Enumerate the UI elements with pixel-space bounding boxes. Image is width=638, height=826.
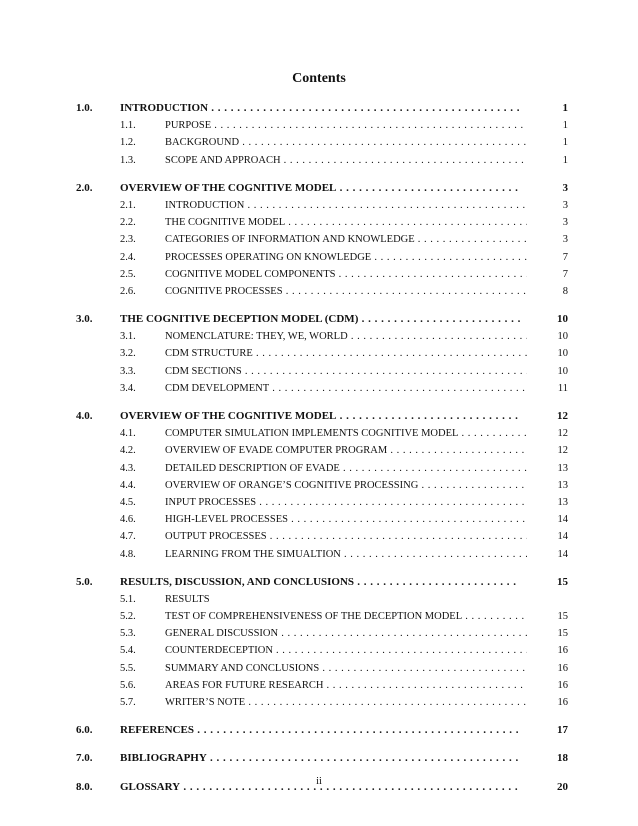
entry-title: WRITER’S NOTE . . . xyxy=(165,694,527,711)
entry-number: 2.1. xyxy=(120,199,136,211)
entry-page: 16 xyxy=(557,662,568,674)
entry-title: PURPOSE . . . xyxy=(165,117,527,134)
entry-title: COMPUTER SIMULATION IMPLEMENTS COGNITIVE MODEL . . . xyxy=(165,425,527,442)
entry-page: 12 xyxy=(557,410,568,422)
entry-number: 2.2. xyxy=(120,217,136,229)
entry-title: SCOPE AND APPROACH . . . xyxy=(165,152,527,169)
entry-title: DETAILED DESCRIPTION OF EVADE . . . xyxy=(165,460,527,477)
toc-subsection-entry[interactable] xyxy=(0,460,638,477)
entry-number: 1.0. xyxy=(76,102,93,114)
entry-title: GENERAL DISCUSSION . . . xyxy=(165,625,527,642)
entry-page: 3 xyxy=(562,181,568,194)
entry-page: 1 xyxy=(562,102,568,114)
entry-number: 5.0. xyxy=(76,575,93,588)
toc-subsection-entry[interactable] xyxy=(0,152,638,169)
entry-page: 14 xyxy=(557,514,568,526)
toc-section-block xyxy=(0,100,638,169)
entry-page: 10 xyxy=(557,365,568,377)
toc-section-block xyxy=(0,750,638,767)
entry-title: COGNITIVE PROCESSES . . . xyxy=(165,283,527,300)
toc-subsection-entry[interactable] xyxy=(0,511,638,528)
toc-section-block xyxy=(0,180,638,300)
toc-subsection-entry[interactable] xyxy=(0,197,638,214)
entry-page: 16 xyxy=(557,645,568,657)
toc-section-entry[interactable] xyxy=(0,100,638,117)
entry-number: 2.5. xyxy=(120,268,136,280)
entry-title: TEST OF COMPREHENSIVENESS OF THE DECEPTION MODEL . . . xyxy=(165,608,527,625)
toc-subsection-entry[interactable] xyxy=(0,231,638,248)
entry-title: OUTPUT PROCESSES . . . xyxy=(165,528,527,545)
entry-title: OVERVIEW OF EVADE COMPUTER PROGRAM . . . xyxy=(165,442,527,459)
entry-page: 12 xyxy=(557,428,568,440)
entry-number: 3.0. xyxy=(76,313,93,326)
page-title: Contents xyxy=(292,71,346,86)
toc-subsection-entry[interactable] xyxy=(0,625,638,642)
entry-title: OVERVIEW OF ORANGE’S COGNITIVE PROCESSING . . . xyxy=(165,477,527,494)
toc-section-block xyxy=(0,722,638,739)
entry-number: 1.1. xyxy=(120,120,136,132)
entry-page: 11 xyxy=(557,382,568,394)
entry-title: CDM STRUCTURE . . . xyxy=(165,345,527,362)
entry-page: 1 xyxy=(562,137,568,149)
entry-title: REFERENCES . . . xyxy=(120,722,520,739)
toc-subsection-entry[interactable] xyxy=(0,528,638,545)
page-number-footer: ii xyxy=(316,776,322,787)
entry-number: 3.4. xyxy=(120,382,136,394)
toc-subsection-entry[interactable] xyxy=(0,494,638,511)
entry-page: 13 xyxy=(557,462,568,474)
table-of-contents xyxy=(0,100,638,807)
entry-page: 15 xyxy=(557,628,568,640)
entry-number: 7.0. xyxy=(76,752,93,765)
entry-number: 2.3. xyxy=(120,234,136,246)
entry-title: LEARNING FROM THE SIMUALTION . . . xyxy=(165,546,527,563)
toc-section-block xyxy=(0,311,638,397)
entry-page: 13 xyxy=(557,479,568,491)
entry-title: PROCESSES OPERATING ON KNOWLEDGE . . . xyxy=(165,249,527,266)
entry-page: 16 xyxy=(557,679,568,691)
entry-number: 5.1. xyxy=(120,593,136,605)
entry-number: 5.3. xyxy=(120,628,136,640)
toc-subsection-entry[interactable] xyxy=(0,328,638,345)
entry-number: 2.4. xyxy=(120,251,136,263)
entry-number: 5.6. xyxy=(120,679,136,691)
entry-page: 10 xyxy=(557,331,568,343)
entry-number: 3.3. xyxy=(120,365,136,377)
toc-subsection-entry[interactable] xyxy=(0,591,638,608)
entry-title: INPUT PROCESSES . . . xyxy=(165,494,527,511)
entry-title: COGNITIVE MODEL COMPONENTS . . . xyxy=(165,266,527,283)
entry-page: 10 xyxy=(557,348,568,360)
toc-subsection-entry[interactable] xyxy=(0,249,638,266)
entry-number: 4.1. xyxy=(120,428,136,440)
entry-title: RESULTS, DISCUSSION, AND CONCLUSIONS . . . xyxy=(120,574,520,591)
entry-page: 7 xyxy=(562,251,568,263)
toc-subsection-entry[interactable] xyxy=(0,266,638,283)
entry-page: 10 xyxy=(557,313,568,326)
entry-page: 7 xyxy=(562,268,568,280)
entry-page: 1 xyxy=(562,154,568,166)
entry-page: 3 xyxy=(562,234,568,246)
entry-number: 5.4. xyxy=(120,645,136,657)
toc-section-entry[interactable] xyxy=(0,180,638,197)
entry-title: BIBLIOGRAPHY . . . xyxy=(120,750,520,767)
entry-title: INTRODUCTION . . . xyxy=(120,100,520,117)
entry-page: 14 xyxy=(557,548,568,560)
entry-page: 12 xyxy=(557,445,568,457)
entry-page: 17 xyxy=(557,724,568,737)
entry-number: 4.4. xyxy=(120,479,136,491)
entry-number: 5.5. xyxy=(120,662,136,674)
entry-page: 18 xyxy=(557,752,568,765)
entry-title: CDM SECTIONS . . . xyxy=(165,363,527,380)
entry-number: 4.2. xyxy=(120,445,136,457)
toc-section-entry[interactable] xyxy=(0,408,638,425)
toc-subsection-entry[interactable] xyxy=(0,677,638,694)
toc-section-block xyxy=(0,574,638,712)
entry-title: CATEGORIES OF INFORMATION AND KNOWLEDGE . . . xyxy=(165,231,527,248)
entry-title: THE COGNITIVE MODEL . . . xyxy=(165,214,527,231)
entry-number: 6.0. xyxy=(76,724,93,737)
toc-subsection-entry[interactable] xyxy=(0,425,638,442)
toc-subsection-entry[interactable] xyxy=(0,660,638,677)
entry-number: 4.6. xyxy=(120,514,136,526)
entry-title: SUMMARY AND CONCLUSIONS . . . xyxy=(165,660,527,677)
entry-title: GLOSSARY . . . xyxy=(120,779,520,796)
toc-subsection-entry[interactable] xyxy=(0,642,638,659)
toc-subsection-entry[interactable] xyxy=(0,283,638,300)
entry-number: 3.2. xyxy=(120,348,136,360)
toc-subsection-entry[interactable] xyxy=(0,214,638,231)
entry-number: 5.2. xyxy=(120,611,136,623)
entry-number: 2.0. xyxy=(76,181,93,194)
entry-page: 20 xyxy=(557,780,568,793)
entry-title: NOMENCLATURE: THEY, WE, WORLD . . . xyxy=(165,328,527,345)
entry-page: 13 xyxy=(557,496,568,508)
entry-title: THE COGNITIVE DECEPTION MODEL (CDM) . . . xyxy=(120,311,520,328)
entry-title: AREAS FOR FUTURE RESEARCH . . . xyxy=(165,677,527,694)
entry-number: 4.0. xyxy=(76,410,93,422)
toc-subsection-entry[interactable] xyxy=(0,380,638,397)
toc-section-entry[interactable] xyxy=(0,722,638,739)
toc-subsection-entry[interactable] xyxy=(0,442,638,459)
toc-subsection-entry[interactable] xyxy=(0,134,638,151)
entry-title: OVERVIEW OF THE COGNITIVE MODEL . . . xyxy=(120,408,520,425)
entry-title: HIGH-LEVEL PROCESSES . . . xyxy=(165,511,527,528)
entry-page: 3 xyxy=(562,199,568,211)
toc-subsection-entry[interactable] xyxy=(0,608,638,625)
toc-section-entry[interactable] xyxy=(0,311,638,328)
entry-page: 14 xyxy=(557,531,568,543)
entry-title: RESULTS xyxy=(165,593,210,605)
entry-title: INTRODUCTION . . . xyxy=(165,197,527,214)
entry-number: 1.2. xyxy=(120,137,136,149)
entry-title: CDM DEVELOPMENT . . . xyxy=(165,380,527,397)
entry-title: OVERVIEW OF THE COGNITIVE MODEL . . . xyxy=(120,180,520,197)
entry-number: 5.7. xyxy=(120,697,136,708)
entry-number: 3.1. xyxy=(120,331,136,343)
toc-section-block xyxy=(0,408,638,563)
toc-section-entry[interactable] xyxy=(0,750,638,767)
toc-subsection-entry[interactable] xyxy=(0,345,638,362)
entry-number: 4.3. xyxy=(120,462,136,474)
entry-title: COUNTERDECEPTION . . . xyxy=(165,642,527,659)
entry-page: 15 xyxy=(557,575,568,588)
entry-number: 1.3. xyxy=(120,154,136,166)
entry-page: 8 xyxy=(562,285,568,297)
entry-page: 16 xyxy=(557,697,568,708)
entry-number: 4.8. xyxy=(120,548,136,560)
entry-number: 2.6. xyxy=(120,285,136,297)
toc-subsection-entry[interactable] xyxy=(0,546,638,563)
entry-page: 3 xyxy=(562,217,568,229)
toc-subsection-entry[interactable] xyxy=(0,117,638,134)
toc-section-entry[interactable] xyxy=(0,574,638,591)
entry-number: 4.5. xyxy=(120,496,136,508)
entry-number: 4.7. xyxy=(120,531,136,543)
entry-title: BACKGROUND . . . xyxy=(165,134,527,151)
entry-page: 15 xyxy=(557,611,568,623)
entry-number: 8.0. xyxy=(76,780,93,793)
entry-page: 1 xyxy=(562,120,568,132)
toc-subsection-entry[interactable] xyxy=(0,363,638,380)
toc-subsection-entry[interactable] xyxy=(0,694,638,711)
toc-subsection-entry[interactable] xyxy=(0,477,638,494)
